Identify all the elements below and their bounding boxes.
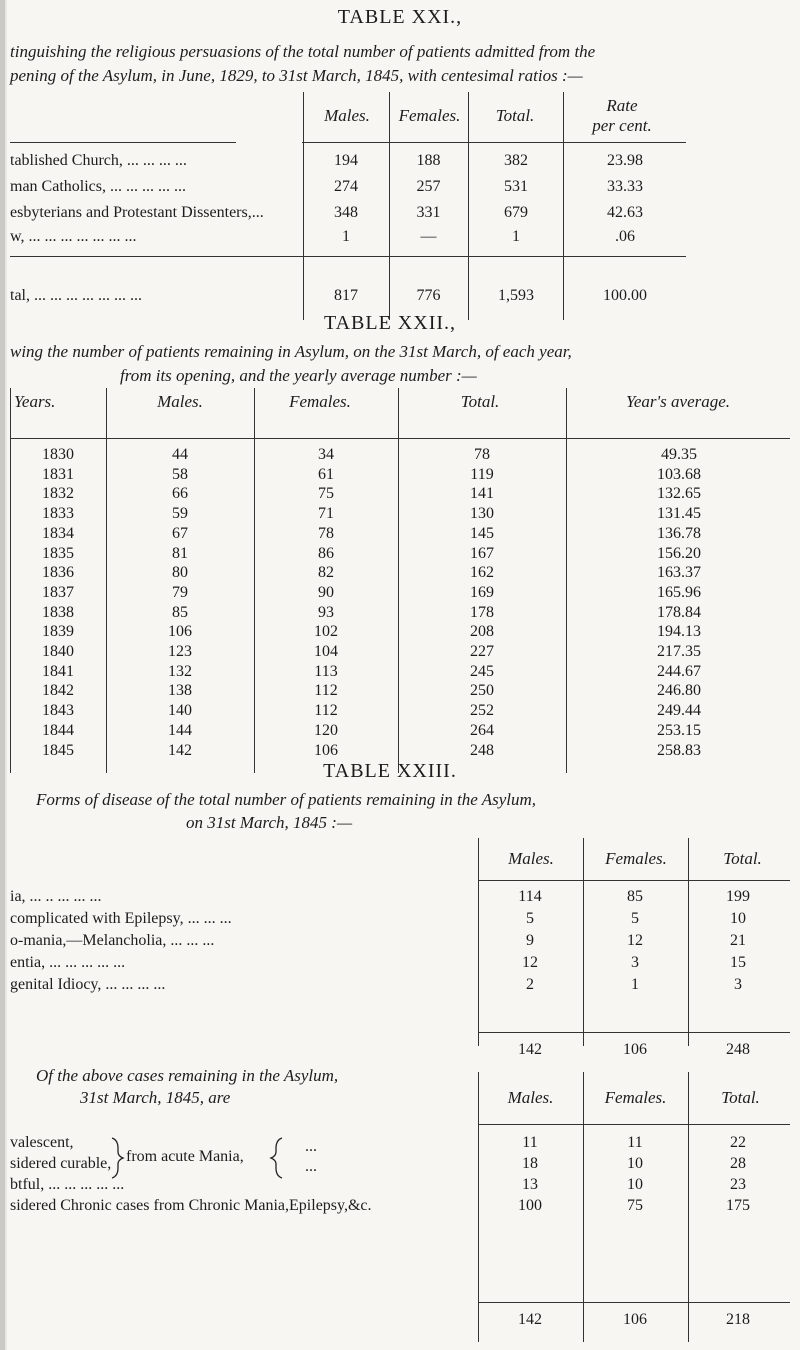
cell-males: 138: [168, 682, 192, 700]
cell-average: 136.78: [657, 524, 701, 542]
cell-year: 1833: [42, 505, 74, 523]
cell-females: 112: [314, 682, 338, 700]
sub-sum-total: 218: [726, 1311, 750, 1328]
cell-males: 142: [168, 741, 192, 759]
cell-average: 178.84: [657, 603, 701, 621]
cell-total: 208: [470, 623, 494, 641]
cell-year: 1831: [42, 465, 74, 483]
total-rate: 100.00: [603, 287, 647, 304]
cell-year: 1830: [42, 446, 74, 463]
sub-sum-females: 106: [623, 1311, 647, 1328]
cell-males: 114: [518, 888, 542, 905]
brace-dots-2: ...: [305, 1158, 317, 1175]
cell-males: 348: [334, 204, 358, 221]
cell-average: 246.80: [657, 682, 701, 700]
cell-females: 104: [314, 643, 338, 660]
cell-year: 1836: [42, 564, 74, 582]
cell-average: 131.45: [657, 505, 701, 523]
cell-total: 252: [470, 702, 494, 720]
cell-total: 21: [730, 932, 746, 949]
cell-year: 1839: [42, 623, 74, 641]
t21-header-males: Males.: [324, 106, 370, 125]
total-males: 817: [334, 287, 358, 304]
cell-total: 130: [470, 505, 494, 523]
cell-average: 258.83: [657, 741, 701, 759]
t22-header-total: Total.: [460, 392, 500, 411]
cell-average: 217.35: [657, 643, 701, 660]
cell-total: 245: [470, 662, 494, 680]
cell-total: 22: [730, 1134, 746, 1151]
cell-average: 163.37: [657, 564, 701, 582]
cell-females: 113: [314, 662, 338, 680]
table-22-caption-line1: wing the number of patients remaining in Asylum, on the 31st March, of each year,: [10, 342, 572, 361]
cell-males: 81: [172, 544, 188, 562]
cell-total: 264: [470, 721, 494, 739]
cell-year: 1844: [42, 721, 74, 739]
cell-males: 144: [168, 721, 192, 739]
cell-average: 103.68: [657, 465, 701, 483]
cell-total: 248: [470, 741, 494, 759]
cell-males: 140: [168, 702, 192, 720]
cell-rate: .06: [615, 228, 635, 245]
cell-males: 100: [518, 1197, 542, 1214]
cell-females: 86: [318, 544, 334, 562]
cell-males: 274: [334, 178, 358, 195]
t23-sub-header-males: Males.: [507, 1088, 554, 1107]
cell-total: 531: [504, 178, 528, 195]
cell-females: 11: [627, 1134, 643, 1151]
cell-females: 257: [416, 178, 441, 195]
right-brace-icon: [271, 1138, 282, 1178]
cell-total: 175: [726, 1197, 750, 1214]
cell-total: 227: [470, 643, 494, 660]
cell-males: 67: [172, 524, 188, 542]
cell-total: 10: [730, 910, 746, 927]
total-label: tal, ... ... ... ... ... ... ...: [10, 287, 142, 304]
t22-header-years: Years.: [14, 392, 56, 411]
cell-year: 1832: [42, 485, 74, 503]
sum-females: 106: [623, 1041, 647, 1058]
cell-total: 3: [734, 976, 742, 993]
cell-males: 79: [172, 583, 188, 601]
cell-total: 119: [470, 465, 494, 483]
cell-females: 102: [314, 623, 338, 641]
cell-males: 1: [342, 228, 350, 245]
cell-year: 1838: [42, 603, 74, 621]
cell-females: 188: [416, 152, 441, 169]
cell-males: 2: [526, 976, 534, 993]
cell-females: 78: [318, 524, 334, 542]
cell-total: 1: [512, 228, 520, 245]
cell-total: 141: [470, 485, 494, 503]
cell-males: 5: [526, 910, 534, 927]
row-label: sidered Chronic cases from Chronic Mania,Epilepsy,&c.: [10, 1197, 372, 1214]
cell-total: 250: [470, 682, 494, 700]
cell-females: 71: [318, 505, 334, 523]
cell-females: 61: [318, 465, 334, 483]
table-21-caption-line1: tinguishing the religious persuasions of the total number of patients admitted from the: [10, 42, 596, 61]
table-21-title: TABLE XXI.,: [337, 6, 463, 28]
t23-sub-header-total: Total.: [721, 1088, 760, 1107]
cell-females: 112: [314, 702, 338, 720]
cell-females: 120: [314, 721, 338, 739]
cell-females: 10: [627, 1176, 643, 1193]
row-label: genital Idiocy, ... ... ... ...: [10, 976, 166, 993]
cell-average: 165.96: [657, 583, 701, 601]
cell-females: 5: [631, 910, 639, 927]
sub-sum-males: 142: [518, 1311, 542, 1328]
cell-males: 132: [168, 662, 192, 680]
cell-rate: 42.63: [607, 204, 643, 221]
row-label: o-mania,—Melancholia, ... ... ...: [10, 932, 215, 949]
cell-total: 78: [474, 446, 490, 463]
cell-females: 3: [631, 954, 639, 971]
cell-females: 82: [318, 564, 334, 582]
cell-females: 34: [318, 446, 334, 463]
cell-year: 1835: [42, 544, 74, 562]
cell-females: 93: [318, 603, 334, 621]
row-label: entia, ... ... ... ... ...: [10, 954, 126, 971]
t22-header-females: Females.: [289, 392, 351, 411]
cell-average: 244.67: [657, 662, 701, 680]
brace-text: from acute Mania,: [126, 1148, 244, 1165]
row-label: man Catholics, ... ... ... ... ...: [10, 178, 186, 195]
t23-header-females: Females.: [605, 849, 667, 868]
cell-year: 1834: [42, 524, 74, 542]
cell-males: 18: [522, 1155, 538, 1172]
cell-average: 249.44: [657, 702, 701, 720]
table-23-sub-caption-line1: Of the above cases remaining in the Asylum,: [36, 1066, 339, 1085]
cell-average: 132.65: [657, 485, 701, 503]
cell-rate: 33.33: [607, 178, 643, 195]
t22-header-males: Males.: [157, 392, 203, 411]
cell-total: 23: [730, 1176, 746, 1193]
cell-year: 1843: [42, 702, 74, 720]
t22-header-average: Year's average.: [625, 392, 731, 411]
row-label: sidered curable,: [10, 1155, 112, 1172]
cell-females: 85: [627, 888, 643, 905]
total-total: 1,593: [498, 287, 534, 304]
cell-average: 194.13: [657, 623, 701, 641]
cell-females: 75: [627, 1197, 643, 1214]
row-label: btful, ... ... ... ... ...: [10, 1176, 125, 1193]
t23-sub-sum-rule: [478, 1302, 790, 1303]
row-label: valescent,: [10, 1134, 74, 1151]
cell-males: 80: [172, 564, 188, 582]
cell-males: 85: [172, 603, 188, 621]
cell-males: 58: [172, 465, 188, 483]
table-22-title: TABLE XXII.,: [323, 312, 457, 334]
row-label: esbyterians and Protestant Dissenters,...: [10, 204, 264, 221]
cell-rate: 23.98: [607, 152, 643, 169]
cell-females: 106: [314, 741, 338, 759]
table-23-sub-caption-line2: 31st March, 1845, are: [80, 1088, 231, 1107]
table-23-title: TABLE XXIII.: [323, 760, 457, 782]
cell-year: 1840: [42, 643, 74, 660]
left-brace-icon: [112, 1138, 123, 1178]
cell-males: 123: [168, 643, 192, 660]
cell-total: 28: [730, 1155, 746, 1172]
cell-average: 156.20: [657, 544, 701, 562]
cell-females: 1: [631, 976, 639, 993]
cell-year: 1842: [42, 682, 74, 700]
cell-total: 178: [470, 603, 494, 621]
total-females: 776: [416, 287, 441, 304]
row-label: tablished Church, ... ... ... ...: [10, 152, 187, 169]
cell-females: 331: [416, 204, 441, 221]
cell-males: 11: [522, 1134, 538, 1151]
row-label: complicated with Epilepsy, ... ... ...: [10, 910, 232, 927]
cell-year: 1837: [42, 583, 74, 601]
t21-header-rate: Rate: [606, 96, 638, 115]
cell-females: 10: [627, 1155, 643, 1172]
sum-males: 142: [518, 1041, 542, 1058]
cell-total: 167: [470, 544, 494, 562]
table-22-caption-line2: from its opening, and the yearly average number :—: [120, 366, 477, 385]
row-label: ia, ... .. ... ... ...: [10, 888, 102, 905]
cell-males: 13: [522, 1176, 538, 1193]
table-23-caption-line1: Forms of disease of the total number of patients remaining in the Asylum,: [36, 790, 537, 809]
row-label: w, ... ... ... ... ... ... ...: [10, 228, 137, 245]
cell-males: 44: [172, 446, 188, 463]
cell-year: 1845: [42, 741, 74, 759]
sum-total: 248: [726, 1041, 750, 1058]
cell-total: 679: [504, 204, 528, 221]
cell-males: 194: [334, 152, 358, 169]
cell-year: 1841: [42, 662, 74, 680]
cell-males: 59: [172, 505, 188, 523]
cell-females: 75: [318, 485, 334, 503]
cell-males: 106: [168, 623, 192, 641]
t23-header-total: Total.: [723, 849, 762, 868]
cell-total: 169: [470, 583, 494, 601]
cell-total: 145: [470, 524, 494, 542]
t21-header-total: Total.: [495, 106, 535, 125]
cell-total: 162: [470, 564, 494, 582]
cell-females: 90: [318, 583, 334, 601]
cell-total: 199: [726, 888, 750, 905]
cell-males: 9: [526, 932, 534, 949]
table-23-caption-line2: on 31st March, 1845 :—: [186, 813, 353, 832]
t23-sub-header-females: Females.: [604, 1088, 667, 1107]
t21-header-females: Females.: [398, 106, 461, 125]
cell-females: 12: [627, 932, 643, 949]
cell-total: 382: [504, 152, 528, 169]
cell-total: 15: [730, 954, 746, 971]
cell-males: 12: [522, 954, 538, 971]
brace-dots-1: ...: [305, 1138, 317, 1155]
cell-average: 253.15: [657, 721, 701, 739]
cell-females: —: [420, 228, 437, 245]
table-21-caption-line2: pening of the Asylum, in June, 1829, to 31st March, 1845, with centesimal ratios :—: [10, 66, 583, 85]
t23-header-males: Males.: [508, 849, 554, 868]
cell-average: 49.35: [661, 446, 697, 463]
cell-males: 66: [172, 485, 188, 503]
t21-header-per-cent: per cent.: [592, 116, 652, 135]
